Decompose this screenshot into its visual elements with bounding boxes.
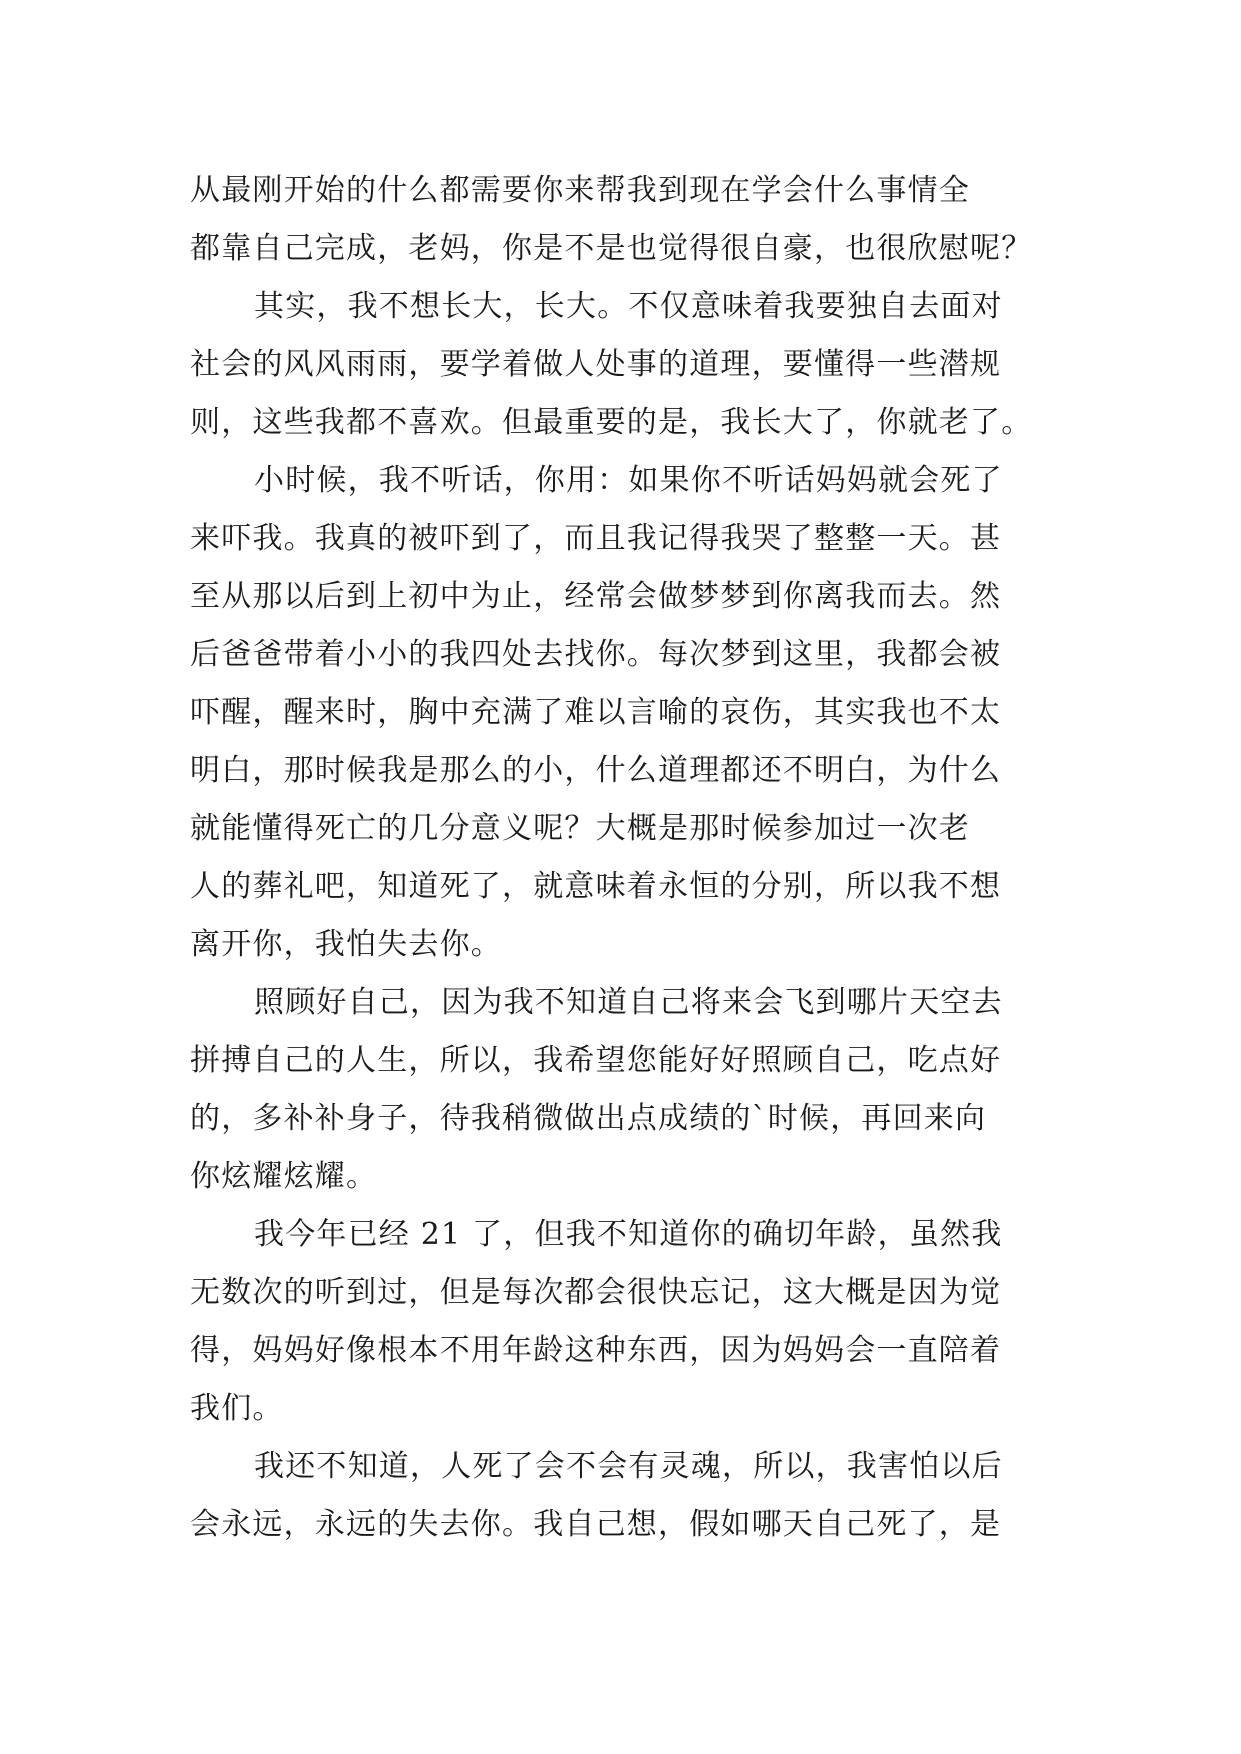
paragraph-start-line: 其实，我不想长大，长大。不仅意味着我要独自去面对	[254, 289, 1003, 324]
text-line: 的，多补补身子，待我稍微做出点成绩的`时候，再回来向	[190, 1101, 987, 1136]
paragraph-start-line: 我还不知道，人死了会不会有灵魂，所以，我害怕以后	[254, 1449, 1003, 1484]
text-line: 离开你，我怕失去你。	[190, 927, 502, 962]
text-line: 人的葬礼吧，知道死了，就意味着永恒的分别，所以我不想	[190, 869, 1002, 904]
text-line: 无数次的听到过，但是每次都会很快忘记，这大概是因为觉	[190, 1275, 1002, 1310]
text-line: 从最刚开始的什么都需要你来帮我到现在学会什么事情全	[190, 173, 970, 208]
text-line: 明白，那时候我是那么的小，什么道理都还不明白，为什么	[190, 753, 1002, 788]
text-line: 后爸爸带着小小的我四处去找你。每次梦到这里，我都会被	[190, 637, 1002, 672]
paragraph-start-line: 我今年已经 21 了，但我不知道你的确切年龄，虽然我	[254, 1217, 1003, 1252]
text-line: 会永远，永远的失去你。我自己想，假如哪天自己死了，是	[190, 1507, 1002, 1542]
text-line: 至从那以后到上初中为止，经常会做梦梦到你离我而去。然	[190, 579, 1002, 614]
paragraph-start-line: 小时候，我不听话，你用：如果你不听话妈妈就会死了	[254, 463, 1003, 498]
text-line: 就能懂得死亡的几分意义呢？大概是那时候参加过一次老	[190, 811, 970, 846]
text-line: 都靠自己完成，老妈，你是不是也觉得很自豪，也很欣慰呢？	[190, 231, 1033, 266]
text-line: 得，妈妈好像根本不用年龄这种东西，因为妈妈会一直陪着	[190, 1333, 1002, 1368]
paragraph-start-line: 照顾好自己，因为我不知道自己将来会飞到哪片天空去	[254, 985, 1003, 1020]
body-text	[190, 162, 1060, 1554]
text-line: 我们。	[190, 1391, 284, 1426]
text-line: 则，这些我都不喜欢。但最重要的是，我长大了，你就老了。	[190, 405, 1033, 440]
text-line: 吓醒，醒来时，胸中充满了难以言喻的哀伤，其实我也不太	[190, 695, 1002, 730]
text-line: 来吓我。我真的被吓到了，而且我记得我哭了整整一天。甚	[190, 521, 1002, 556]
text-line: 社会的风风雨雨，要学着做人处事的道理，要懂得一些潜规	[190, 347, 1002, 382]
text-line: 你炫耀炫耀。	[190, 1159, 378, 1194]
text-line: 拼搏自己的人生，所以，我希望您能好好照顾自己，吃点好	[190, 1043, 1002, 1078]
